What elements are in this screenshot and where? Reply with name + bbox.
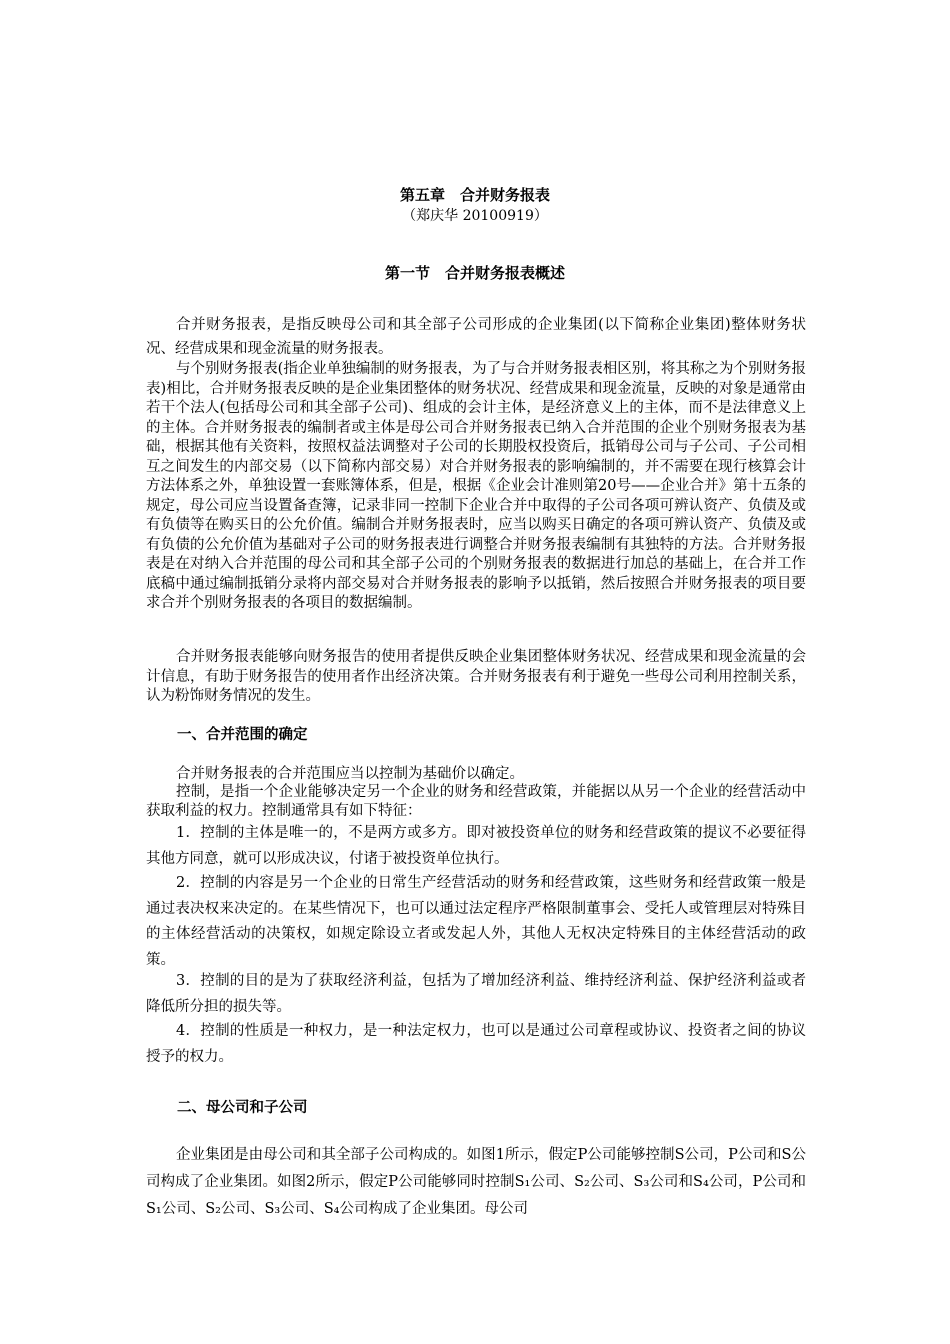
paragraph-enterprise-group: 企业集团是由母公司和其全部子公司构成的。如图1所示，假定P公司能够控制S公司，P公司和S公司构成了企业集团。如图2所示，假定P公司能够同时控制S₁公司、S₂公司、S₃公司和S₄公司，P公司和S₁公司、S₂公司、S₃公司、S₄公司构成了企业集团。母公司 <box>146 1147 806 1217</box>
list-item-control-1: 1．控制的主体是唯一的，不是两方或多方。即对被投资单位的财务和经营政策的提议不必要征得其他方同意，就可以形成决议，付诸于被投资单位执行。 <box>146 825 806 867</box>
paragraph-usefulness: 合并财务报表能够向财务报告的使用者提供反映企业集团整体财务状况、经营成果和现金流量的会计信息，有助于财务报告的使用者作出经济决策。合并财务报表有利于避免一些母公司利用控制关系，认为粉饰财务情况的发生。 <box>146 649 806 704</box>
list-item-control-3: 3．控制的目的是为了获取经济利益，包括为了增加经济利益、维持经济利益、保护经济利益或者降低所分担的损失等。 <box>146 973 806 1015</box>
paragraph-control-definition: 控制，是指一个企业能够决定另一个企业的财务和经营政策，并能据以从另一个企业的经营活动中获取利益的权力。控制通常具有如下特征： <box>146 784 806 819</box>
heading-consolidation-scope: 一、合并范围的确定 <box>177 727 308 743</box>
author-date: （郑庆华 20100919） <box>402 208 548 224</box>
heading-parent-subsidiary: 二、母公司和子公司 <box>177 1100 308 1116</box>
list-item-control-2: 2．控制的内容是另一个企业的日常生产经营活动的财务和经营政策，这些财务和经营政策一般是通过表决权来决定的。在某些情况下，也可以通过法定程序严格限制董事会、受托人或管理层对特殊目的主体经营活动的决策权，如规定除设立者或发起人外，其他人无权决定特殊目的主体经营活动的政策。 <box>146 875 806 968</box>
section-title: 第一节 合并财务报表概述 <box>384 264 565 282</box>
chapter-title: 第五章 合并财务报表 <box>399 186 550 204</box>
paragraph-comparison: 与个别财务报表(指企业单独编制的财务报表，为了与合并财务报表相区别，将其称之为个别财务报表)相比，合并财务报表反映的是企业集团整体的财务状况、经营成果和现金流量，反映的对象是通常由若干个法人(包括母公司和其全部子公司)、组成的会计主体，是经济意义上的主体，而不是法律意义上的主体。合并财务报表的编制者或主体是母公司合并财务报表已纳入合并范围的企业个别财务报表为基础，根据其他有关资料，按照权益法调整对子公司的长期股权投资后，抵销母公司与子公司、子公司相互之间发生的内部交易（以下简称内部交易）对合并财务报表的影响编制的，并不需要在现行核算会计方法体系之外，单独设置一套账簿体系，但是，根据《企业会计准则第20号——企业合并》第十五条的规定，母公司应当设置备查簿，记录非同一控制下企业合并中取得的子公司各项可辨认资产、负债及或有负债等在购买日的公允价值。编制合并财务报表时，应当以购买日确定的各项可辨认资产、负债及或有负债的公允价值为基础对子公司的财务报表进行调整合并财务报表编制有其独特的方法。合并财务报表是在对纳入合并范围的母公司和其全部子公司的个别财务报表的数据进行加总的基础上，在合并工作底稿中通过编制抵销分录将内部交易对合并财务报表的影响予以抵销，然后按照合并财务报表的项目要求合并个别财务报表的各项目的数据编制。 <box>146 361 806 611</box>
list-item-control-4: 4．控制的性质是一种权力，是一种法定权力，也可以是通过公司章程或协议、投资者之间的协议授予的权力。 <box>146 1023 806 1065</box>
paragraph-definition: 合并财务报表，是指反映母公司和其全部子公司形成的企业集团(以下简称企业集团)整体财务状况、经营成果和现金流量的财务报表。 <box>146 317 806 357</box>
paragraph-scope-basis: 合并财务报表的合并范围应当以控制为基础价以确定。 <box>176 766 524 782</box>
